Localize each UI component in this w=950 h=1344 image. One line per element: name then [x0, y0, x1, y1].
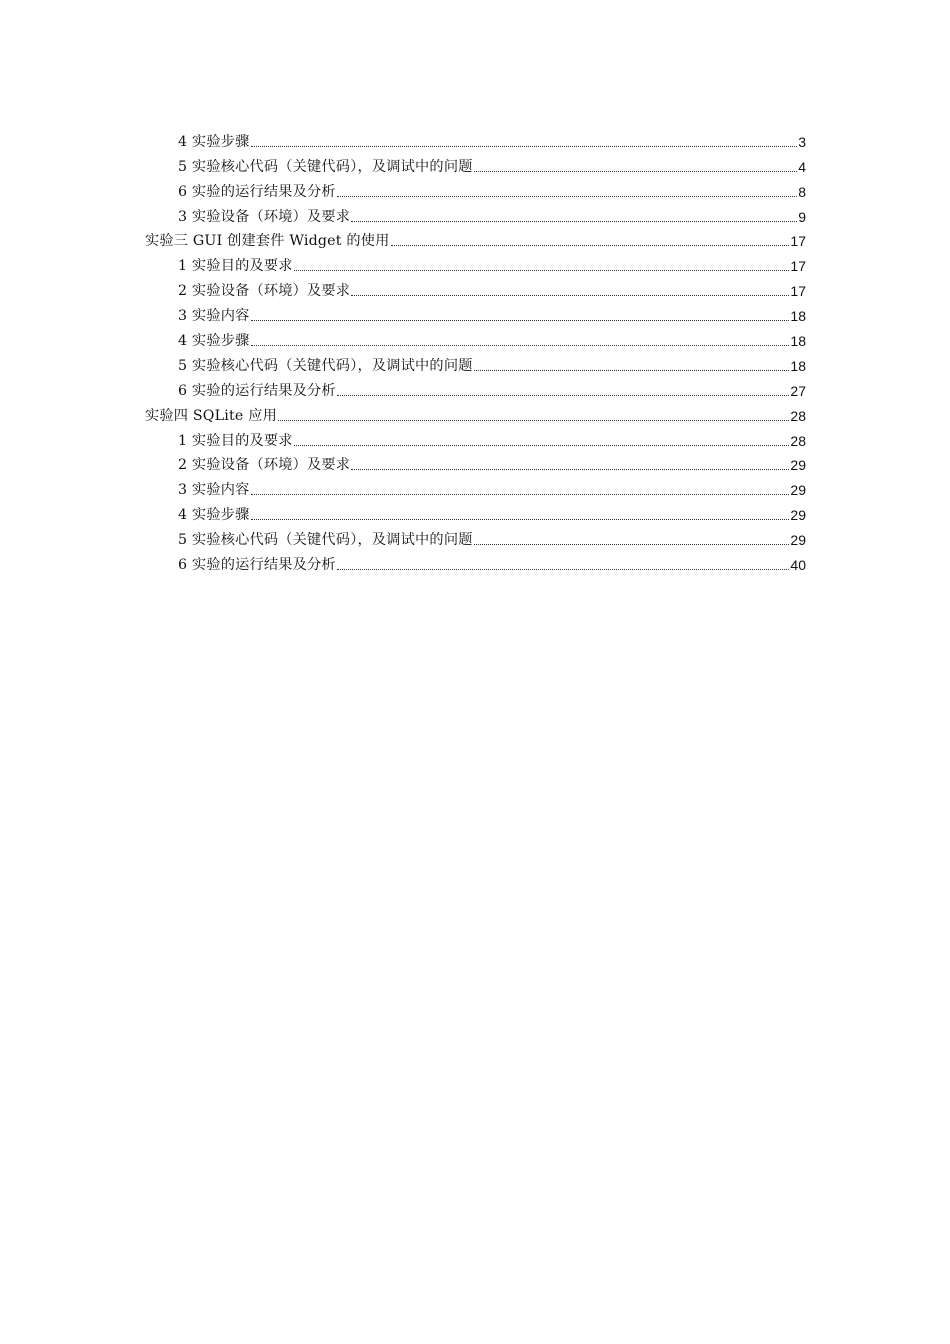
toc-entry-title: 1 实验目的及要求 [178, 258, 293, 275]
toc-page-number: 9 [798, 208, 806, 225]
toc-entry[interactable] [145, 375, 806, 400]
toc-dot-leader [351, 294, 789, 296]
toc-page-number: 18 [790, 333, 806, 350]
toc-entry[interactable] [145, 250, 806, 275]
toc-entry-title: 6 实验的运行结果及分析 [178, 557, 336, 574]
toc-entry[interactable] [145, 201, 806, 226]
toc-dot-leader [278, 419, 789, 421]
toc-entry-title: 5 实验核心代码（关键代码），及调试中的问题 [178, 532, 473, 549]
toc-entry[interactable] [145, 300, 806, 325]
toc-entry[interactable] [145, 474, 806, 499]
table-of-contents [145, 126, 806, 574]
toc-entry-title: 2 实验设备（环境）及要求 [178, 283, 351, 300]
toc-entry-title: 6 实验的运行结果及分析 [178, 382, 336, 399]
toc-entry-title: 5 实验核心代码（关键代码），及调试中的问题 [178, 357, 473, 374]
toc-dot-leader [474, 543, 790, 545]
toc-dot-leader [391, 244, 790, 246]
toc-dot-leader [294, 444, 790, 446]
toc-entry[interactable] [145, 549, 806, 574]
toc-entry[interactable] [145, 151, 806, 176]
toc-chapter-entry[interactable] [145, 400, 806, 425]
toc-entry-title: 5 实验核心代码（关键代码），及调试中的问题 [178, 158, 473, 175]
toc-page-number: 40 [790, 557, 806, 574]
toc-dot-leader [351, 220, 797, 222]
toc-page-number: 18 [790, 308, 806, 325]
toc-page-number: 17 [790, 258, 806, 275]
toc-dot-leader [337, 195, 797, 197]
toc-entry[interactable] [145, 450, 806, 475]
toc-dot-leader [251, 518, 790, 520]
toc-dot-leader [294, 269, 790, 271]
toc-entry[interactable] [145, 350, 806, 375]
toc-dot-leader [337, 568, 790, 570]
toc-page-number: 27 [790, 382, 806, 399]
toc-dot-leader [474, 170, 798, 172]
toc-entry[interactable] [145, 126, 806, 151]
toc-page-number: 17 [790, 233, 806, 250]
toc-entry[interactable] [145, 425, 806, 450]
toc-dot-leader [474, 369, 790, 371]
toc-entry-title: 4 实验步骤 [178, 333, 250, 350]
toc-page-number: 29 [790, 482, 806, 499]
toc-entry-title: 6 实验的运行结果及分析 [178, 183, 336, 200]
toc-entry[interactable] [145, 176, 806, 201]
toc-chapter-title: 实验三 GUI 创建套件 Widget 的使用 [145, 233, 390, 250]
toc-entry-title: 1 实验目的及要求 [178, 432, 293, 449]
toc-entry[interactable] [145, 499, 806, 524]
toc-chapter-title: 实验四 SQLite 应用 [145, 407, 277, 424]
toc-entry-title: 4 实验步骤 [178, 507, 250, 524]
toc-page-number: 29 [790, 532, 806, 549]
toc-dot-leader [251, 344, 790, 346]
toc-page-number: 18 [790, 357, 806, 374]
toc-entry-title: 3 实验内容 [178, 482, 250, 499]
toc-dot-leader [251, 493, 790, 495]
toc-page-number: 28 [790, 432, 806, 449]
toc-dot-leader [251, 319, 790, 321]
toc-entry[interactable] [145, 524, 806, 549]
toc-page-number: 4 [798, 158, 806, 175]
toc-entry-title: 2 实验设备（环境）及要求 [178, 457, 351, 474]
toc-entry[interactable] [145, 275, 806, 300]
toc-dot-leader [351, 468, 789, 470]
toc-page-number: 28 [790, 407, 806, 424]
toc-page-number: 3 [798, 133, 806, 150]
toc-dot-leader [337, 394, 790, 396]
toc-page-number: 29 [790, 507, 806, 524]
toc-dot-leader [251, 145, 798, 147]
toc-page-number: 17 [790, 283, 806, 300]
toc-entry[interactable] [145, 325, 806, 350]
toc-entry-title: 3 实验设备（环境）及要求 [178, 208, 351, 225]
toc-entry-title: 4 实验步骤 [178, 133, 250, 150]
toc-page-number: 29 [790, 457, 806, 474]
toc-page-number: 8 [798, 183, 806, 200]
toc-chapter-entry[interactable] [145, 226, 806, 251]
toc-entry-title: 3 实验内容 [178, 308, 250, 325]
